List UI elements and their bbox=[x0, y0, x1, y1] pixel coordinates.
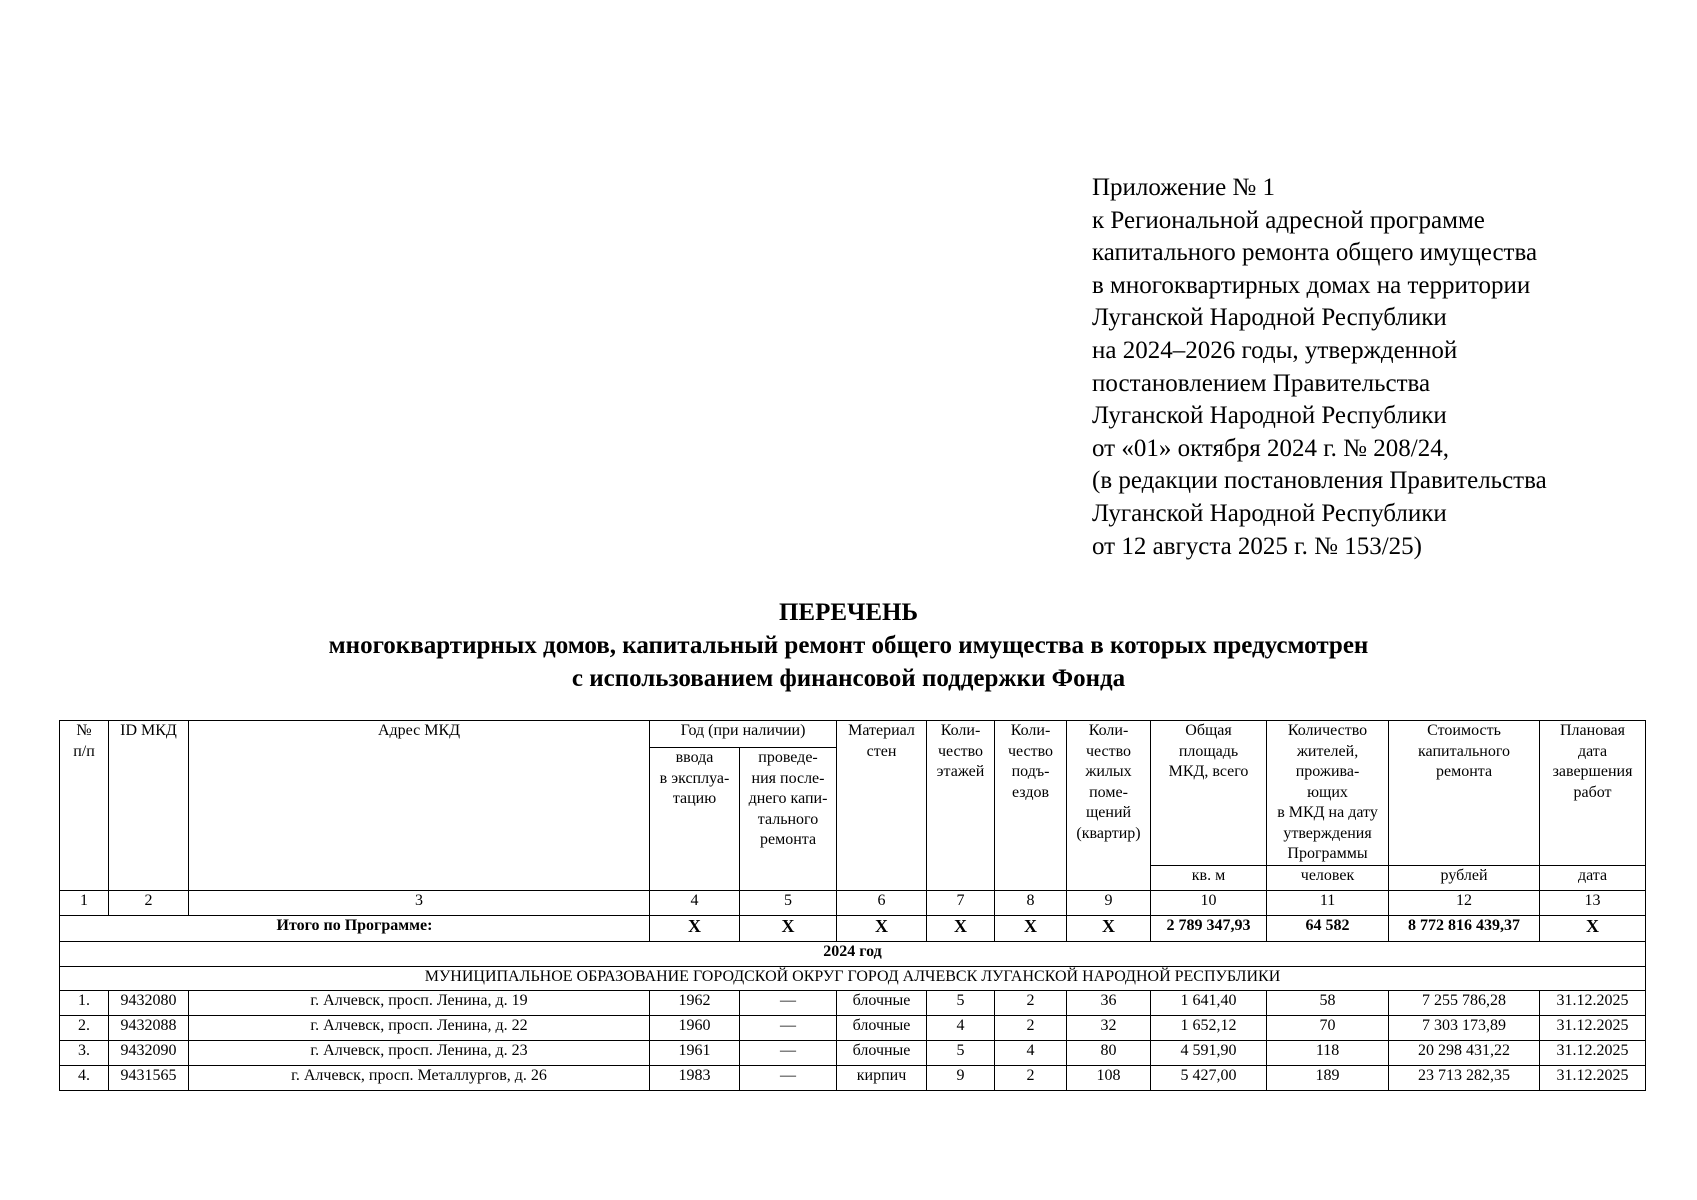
total-area: 2 789 347,93 bbox=[1151, 915, 1267, 941]
cell-date: 31.12.2025 bbox=[1540, 1015, 1646, 1040]
column-number: 2 bbox=[109, 890, 189, 915]
cell-entrances: 4 bbox=[995, 1040, 1067, 1065]
cell-num: 4. bbox=[60, 1065, 109, 1090]
cell-entrances: 2 bbox=[995, 990, 1067, 1015]
column-number: 11 bbox=[1267, 890, 1389, 915]
column-number: 13 bbox=[1540, 890, 1646, 915]
appendix-line: Приложение № 1 bbox=[1092, 174, 1276, 201]
cell-cost: 7 303 173,89 bbox=[1389, 1015, 1540, 1040]
total-cross: Х bbox=[1067, 915, 1151, 941]
cell-residents: 58 bbox=[1267, 990, 1389, 1015]
unit-cost: рублей bbox=[1389, 865, 1540, 890]
cell-repair: — bbox=[740, 1015, 837, 1040]
column-number: 9 bbox=[1067, 890, 1151, 915]
cell-id: 9432088 bbox=[109, 1015, 189, 1040]
total-residents: 64 582 bbox=[1267, 915, 1389, 941]
cell-material: кирпич bbox=[837, 1065, 927, 1090]
appendix-line: Луганской Народной Республики bbox=[1092, 304, 1447, 332]
column-number: 1 bbox=[60, 890, 109, 915]
appendix-line: на 2024–2026 годы, утвержденной bbox=[1092, 336, 1458, 364]
cell-address: г. Алчевск, просп. Ленина, д. 19 bbox=[189, 990, 650, 1015]
unit-date: дата bbox=[1540, 865, 1646, 890]
appendix-line: от «01» октября 2024 г. № 208/24, bbox=[1092, 434, 1449, 462]
cell-floors: 5 bbox=[927, 1040, 995, 1065]
cell-cost: 23 713 282,35 bbox=[1389, 1065, 1540, 1090]
column-number: 3 bbox=[189, 890, 650, 915]
table-row bbox=[60, 1015, 1646, 1040]
header-cost: Стоимость капитального ремонта bbox=[1389, 721, 1540, 866]
header-apartments: Коли- чество жилых поме- щений (квартир) bbox=[1067, 721, 1151, 891]
cell-num: 1. bbox=[60, 990, 109, 1015]
appendix-line: (в редакции постановления Правительства bbox=[1092, 467, 1547, 495]
appendix-line: постановлением Правительства bbox=[1092, 369, 1431, 397]
appendix-line: от 12 августа 2025 г. № 153/25) bbox=[1092, 532, 1422, 560]
cell-num: 3. bbox=[60, 1040, 109, 1065]
appendix-line: Луганской Народной Республики bbox=[1092, 499, 1447, 527]
table-row bbox=[60, 1065, 1646, 1090]
cell-material: блочные bbox=[837, 1015, 927, 1040]
cell-year: 1962 bbox=[650, 990, 740, 1015]
cell-repair: — bbox=[740, 1065, 837, 1090]
header-date: Плановая дата завершения работ bbox=[1540, 721, 1646, 866]
cell-num: 2. bbox=[60, 1015, 109, 1040]
column-number: 7 bbox=[927, 890, 995, 915]
title-line: многоквартирных домов, капитальный ремонт общего имущества в которых предусмотрен bbox=[328, 632, 1369, 659]
cell-entrances: 2 bbox=[995, 1015, 1067, 1040]
column-number: 10 bbox=[1151, 890, 1267, 915]
cell-area: 1 641,40 bbox=[1151, 990, 1267, 1015]
column-number: 6 bbox=[837, 890, 927, 915]
column-number: 4 bbox=[650, 890, 740, 915]
cell-apartments: 32 bbox=[1067, 1015, 1151, 1040]
total-label: Итого по Программе: bbox=[60, 915, 650, 941]
cell-id: 9432080 bbox=[109, 990, 189, 1015]
cell-id: 9432090 bbox=[109, 1040, 189, 1065]
header-residents: Количество жителей, прожива- ющих в МКД на дату утверждения Программы bbox=[1267, 721, 1389, 866]
cell-year: 1983 bbox=[650, 1065, 740, 1090]
cell-area: 5 427,00 bbox=[1151, 1065, 1267, 1090]
header-year-group: Год (при наличии) bbox=[650, 721, 837, 748]
cell-date: 31.12.2025 bbox=[1540, 990, 1646, 1015]
cell-address: г. Алчевск, просп. Металлургов, д. 26 bbox=[189, 1065, 650, 1090]
cell-cost: 20 298 431,22 bbox=[1389, 1040, 1540, 1065]
appendix-line: в многоквартирных домах на территории bbox=[1092, 271, 1531, 299]
appendix-block bbox=[1092, 172, 1547, 563]
appendix-line: к Региональной адресной программе bbox=[1092, 206, 1485, 234]
title-line: ПЕРЕЧЕНЬ bbox=[778, 599, 919, 626]
total-cost: 8 772 816 439,37 bbox=[1389, 915, 1540, 941]
header-entrances: Коли- чество подъ- ездов bbox=[995, 721, 1067, 891]
cell-apartments: 80 bbox=[1067, 1040, 1151, 1065]
total-date: Х bbox=[1540, 915, 1646, 941]
cell-area: 4 591,90 bbox=[1151, 1040, 1267, 1065]
cell-entrances: 2 bbox=[995, 1065, 1067, 1090]
unit-residents: человек bbox=[1267, 865, 1389, 890]
appendix-line: Луганской Народной Республики bbox=[1092, 402, 1447, 430]
municipality-label: МУНИЦИПАЛЬНОЕ ОБРАЗОВАНИЕ ГОРОДСКОЙ ОКРУГ ГОРОД АЛЧЕВСК ЛУГАНСКОЙ НАРОДНОЙ РЕСПУБЛИКИ bbox=[60, 966, 1646, 990]
table-row bbox=[60, 1040, 1646, 1065]
cell-material: блочные bbox=[837, 1040, 927, 1065]
cell-repair: — bbox=[740, 1040, 837, 1065]
appendix-line: капитального ремонта общего имущества bbox=[1092, 239, 1538, 267]
cell-floors: 4 bbox=[927, 1015, 995, 1040]
unit-area: кв. м bbox=[1151, 865, 1267, 890]
header-num: № п/п bbox=[60, 721, 109, 891]
header-year-last-repair: проведе- ния после- днего капи- тального ремонта bbox=[740, 748, 837, 891]
total-cross: Х bbox=[995, 915, 1067, 941]
cell-repair: — bbox=[740, 990, 837, 1015]
year-row bbox=[60, 941, 1646, 966]
cell-date: 31.12.2025 bbox=[1540, 1040, 1646, 1065]
cell-apartments: 108 bbox=[1067, 1065, 1151, 1090]
cell-date: 31.12.2025 bbox=[1540, 1065, 1646, 1090]
cell-floors: 5 bbox=[927, 990, 995, 1015]
cell-year: 1960 bbox=[650, 1015, 740, 1040]
total-row bbox=[60, 915, 1646, 941]
header-floors: Коли- чество этажей bbox=[927, 721, 995, 891]
cell-cost: 7 255 786,28 bbox=[1389, 990, 1540, 1015]
cell-address: г. Алчевск, просп. Ленина, д. 22 bbox=[189, 1015, 650, 1040]
cell-apartments: 36 bbox=[1067, 990, 1151, 1015]
header-address: Адрес МКД bbox=[189, 721, 650, 891]
cell-material: блочные bbox=[837, 990, 927, 1015]
houses-table bbox=[59, 720, 1646, 1091]
header-id: ID МКД bbox=[109, 721, 189, 891]
column-numbers-row bbox=[60, 890, 1646, 915]
cell-residents: 189 bbox=[1267, 1065, 1389, 1090]
total-cross: Х bbox=[927, 915, 995, 941]
total-cross: Х bbox=[740, 915, 837, 941]
column-number: 12 bbox=[1389, 890, 1540, 915]
cell-id: 9431565 bbox=[109, 1065, 189, 1090]
total-cross: Х bbox=[837, 915, 927, 941]
header-year-commission: ввода в эксплуа- тацию bbox=[650, 748, 740, 891]
header-row-1 bbox=[60, 721, 1646, 748]
cell-floors: 9 bbox=[927, 1065, 995, 1090]
column-number: 5 bbox=[740, 890, 837, 915]
title-line: с использованием финансовой поддержки Фонда bbox=[571, 665, 1126, 692]
total-cross: Х bbox=[650, 915, 740, 941]
column-number: 8 bbox=[995, 890, 1067, 915]
cell-residents: 70 bbox=[1267, 1015, 1389, 1040]
header-area: Общая площадь МКД, всего bbox=[1151, 721, 1267, 866]
header-wall-material: Материал стен bbox=[837, 721, 927, 891]
year-label: 2024 год bbox=[60, 941, 1646, 966]
municipality-row bbox=[60, 966, 1646, 990]
cell-year: 1961 bbox=[650, 1040, 740, 1065]
cell-residents: 118 bbox=[1267, 1040, 1389, 1065]
cell-area: 1 652,12 bbox=[1151, 1015, 1267, 1040]
table-row bbox=[60, 990, 1646, 1015]
cell-address: г. Алчевск, просп. Ленина, д. 23 bbox=[189, 1040, 650, 1065]
document-title bbox=[0, 596, 1697, 695]
